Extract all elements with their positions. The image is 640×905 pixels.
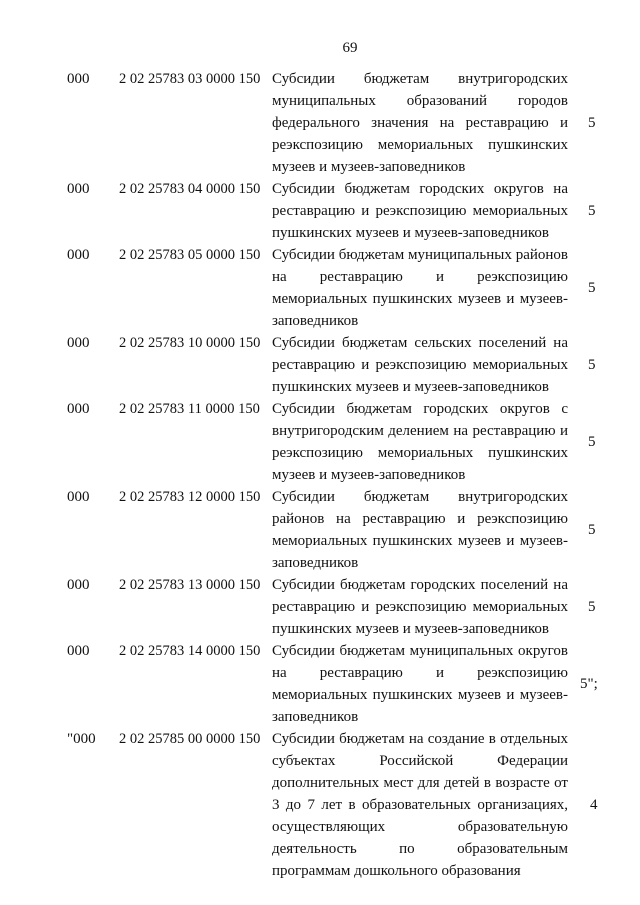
value-cell <box>580 244 620 332</box>
value: 5 <box>588 598 596 615</box>
budget-code: 2 02 25783 11 0000 150 <box>119 401 260 417</box>
table-row <box>0 178 640 244</box>
table-row <box>0 68 640 178</box>
description: Субсидии бюджетам городских округов с внутригородским делением на реставрацию и реэкспозицию мемориальных пушкинских музеев и музеев-заповедников <box>272 401 568 483</box>
description: Субсидии бюджетам муниципальных районов на реставрацию и реэкспозицию мемориальных пушкинских музеев и музеев-заповедников <box>272 247 568 329</box>
value: 5 <box>588 114 596 131</box>
admin-code: 000 <box>67 181 90 197</box>
value-cell <box>580 486 620 574</box>
value-cell <box>580 68 620 178</box>
budget-code: 2 02 25783 03 0000 150 <box>119 71 261 87</box>
description: Субсидии бюджетам внутригородских муниципальных образований городов федерального значения на реставрацию и реэкспозицию мемориальных пушкинских музеев и музеев-заповедников <box>272 71 568 175</box>
page-number: 69 <box>342 40 358 56</box>
admin-code: "000 <box>67 731 96 747</box>
table-row <box>0 574 640 640</box>
value: 5 <box>588 202 596 219</box>
value-cell <box>580 178 620 244</box>
admin-code: 000 <box>67 577 90 593</box>
value-cell <box>580 398 620 486</box>
table-row <box>0 486 640 574</box>
budget-code: 2 02 25783 14 0000 150 <box>119 643 261 659</box>
description: Субсидии бюджетам внутригородских районов на реставрацию и реэкспозицию мемориальных пушкинских музеев и музеев-заповедников <box>272 489 568 571</box>
budget-code: 2 02 25785 00 0000 150 <box>119 731 261 747</box>
value: 5 <box>588 279 596 296</box>
table-row <box>0 640 640 728</box>
description: Субсидии бюджетам сельских поселений на реставрацию и реэкспозицию мемориальных пушкинских музеев и музеев-заповедников <box>272 335 568 395</box>
description: Субсидии бюджетам муниципальных округов на реставрацию и реэкспозицию мемориальных пушкинских музеев и музеев-заповедников <box>272 643 568 725</box>
value-cell <box>580 728 620 882</box>
budget-code: 2 02 25783 10 0000 150 <box>119 335 261 351</box>
budget-code: 2 02 25783 13 0000 150 <box>119 577 261 593</box>
admin-code: 000 <box>67 489 90 505</box>
table-row <box>0 244 640 332</box>
admin-code: 000 <box>67 335 90 351</box>
description: Субсидии бюджетам на создание в отдельных субъектах Российской Федерации дополнительных мест для детей в возрасте от 3 до 7 лет в образовательных организациях, осуществляющих образовательную деятельность по образовательным программам дошкольного образования <box>272 731 568 879</box>
table-row <box>0 398 640 486</box>
admin-code: 000 <box>67 71 90 87</box>
description: Субсидии бюджетам городских округов на реставрацию и реэкспозицию мемориальных пушкинских музеев и музеев-заповедников <box>272 181 568 241</box>
admin-code: 000 <box>67 401 90 417</box>
table-row <box>0 332 640 398</box>
value: 5 <box>588 356 596 373</box>
value: 5 <box>588 521 596 538</box>
description: Субсидии бюджетам городских поселений на реставрацию и реэкспозицию мемориальных пушкинских музеев и музеев-заповедников <box>272 577 568 637</box>
budget-code: 2 02 25783 05 0000 150 <box>119 247 261 263</box>
table-row <box>0 728 640 882</box>
budget-classification-table <box>0 68 640 882</box>
budget-code: 2 02 25783 12 0000 150 <box>119 489 261 505</box>
value-cell <box>580 640 620 728</box>
value: 5 <box>588 433 596 450</box>
admin-code: 000 <box>67 247 90 263</box>
value: 5"; <box>580 675 598 692</box>
value-cell <box>580 332 620 398</box>
budget-code: 2 02 25783 04 0000 150 <box>119 181 261 197</box>
value-cell <box>580 574 620 640</box>
admin-code: 000 <box>67 643 90 659</box>
value: 4 <box>590 796 598 813</box>
